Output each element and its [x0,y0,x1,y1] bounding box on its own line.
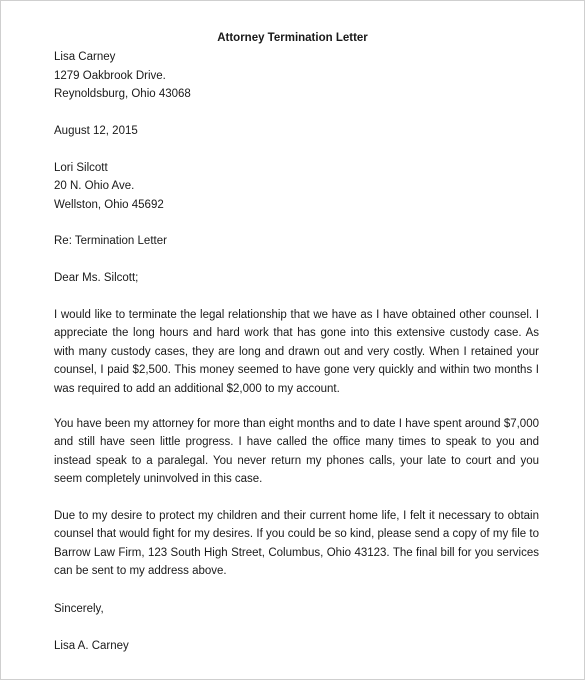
letter-title: Attorney Termination Letter [217,32,368,44]
recipient-name: Lori Silcott [54,162,108,174]
signature-name: Lisa A. Carney [54,640,129,652]
body-paragraph-2: You have been my attorney for more than eight months and to date I have spent around $7,000 and still have seen little progress. I have called the office many times to speak to you and instead speak to a paralegal. You never return my phones calls, your late to court and you seem completely uninvolved in this case. [54,418,539,486]
sender-street: 1279 Oakbrook Drive. [54,70,166,82]
body-paragraph-1: I would like to terminate the legal relationship that we have as I have obtained other counsel. I appreciate the long hours and hard work that has gone into this extensive custody case. As with many custody cases, they are long and drawn out and very costly. When I retained your counsel, I paid $2,500. This money seemed to have gone very quickly and within two months I was required to add an additional $2,000 to my account. [54,309,539,395]
recipient-street: 20 N. Ohio Ave. [54,180,135,192]
salutation: Dear Ms. Silcott; [54,272,139,284]
sender-city: Reynoldsburg, Ohio 43068 [54,88,191,100]
recipient-city: Wellston, Ohio 45692 [54,199,164,211]
letter-date: August 12, 2015 [54,125,138,137]
sender-name: Lisa Carney [54,51,116,63]
closing: Sincerely, [54,603,104,615]
subject-line: Re: Termination Letter [54,235,167,247]
body-paragraph-3: Due to my desire to protect my children and their current home life, I felt it necessary to obtain counsel that would fight for my desires. If you could be so kind, please send a copy of my file to Barrow Law Firm, 123 South High Street, Columbus, Ohio 43123. The final bill for you services can be sent to my address above. [54,510,539,578]
